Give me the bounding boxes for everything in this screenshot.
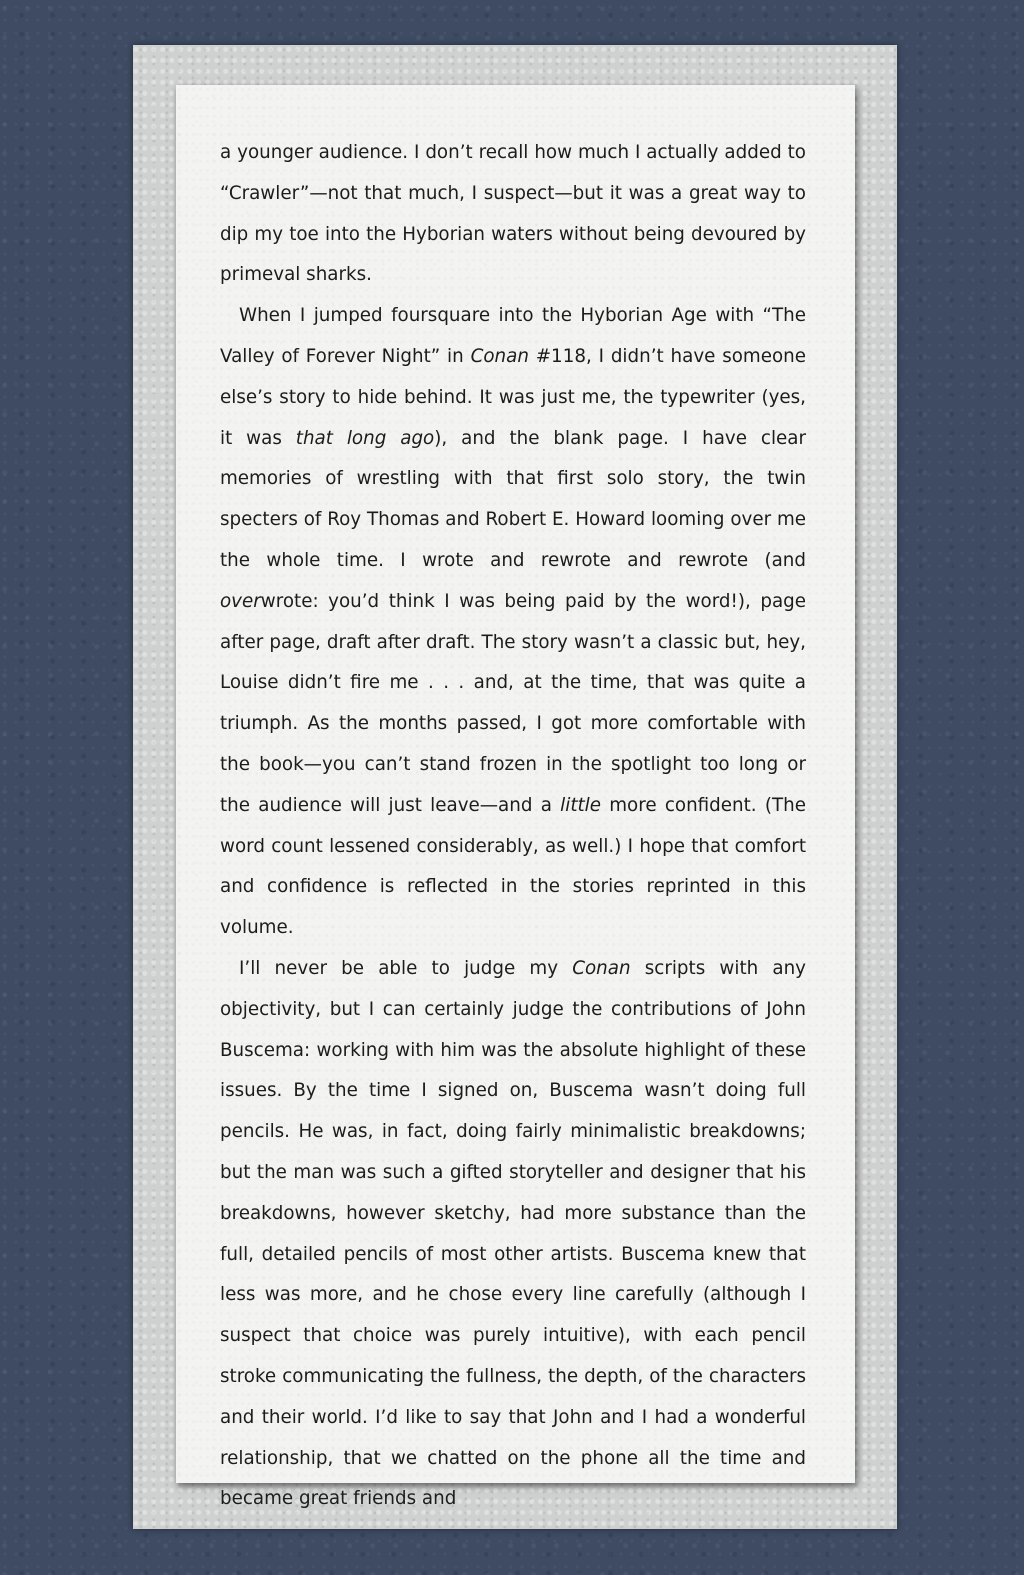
paragraph-2-text-3: ), and the blank page. I have clear memories of wrestling with that first solo story, the twin specters of Roy Thomas and Robert E. Howard looming over me the whole time. I wrote and rewrote and rewrote (and xyxy=(220,427,806,571)
paragraph-3-text-1: I’ll never be able to judge my xyxy=(239,957,573,979)
paragraph-1-text: a younger audience. I don’t recall how much I actually added to “Crawler”—not that much, I suspect—but it was a great way to dip my toe into the Hyborian waters without being devoured by primeval sharks. xyxy=(220,142,806,286)
paragraph-2-text-1: When I jumped foursquare into the Hyborian Age with “The Valley of Forever Night” in xyxy=(220,305,806,367)
paragraph-1 xyxy=(220,133,806,296)
paragraph-2-text-2: #118, I didn’t have someone else’s story to hide behind. It was just me, the typewriter (yes, it was xyxy=(220,345,806,449)
paragraph-2 xyxy=(220,296,806,949)
paragraph-2-italic-2: that long ago xyxy=(295,427,435,449)
paragraph-2-italic-1: Conan xyxy=(470,345,529,367)
paragraph-2-italic-3: over xyxy=(220,590,261,612)
paragraph-2-text-5: more confident. (The word count lessened considerably, as well.) I hope that comfort and confidence is reflected in the stories reprinted in this volume. xyxy=(220,794,806,939)
paragraph-3-text-2: scripts with any objectivity, but I can certainly judge the contributions of John Buscema: working with him was the absolute highlight of these issues. By the time I signed on, Buscema wasn’t doing full pencils. He was, in fact, doing fairly minimalistic breakdowns; but the man was such a gifted storyteller and designer that his breakdowns, however sketchy, had more substance than the full, detailed pencils of most other artists. Buscema knew that less was more, and he chose every line carefully (although I suspect that choice was purely intuitive), with each pencil stroke communicating the fullness, the depth, of the characters and their world. I’d like to say that John and I had a wonderful relationship, that we chatted on the phone all the time and became great friends and xyxy=(220,957,807,1510)
paragraph-2-italic-4: little xyxy=(560,794,601,816)
article-body xyxy=(220,133,806,1520)
paragraph-3 xyxy=(220,949,806,1520)
paragraph-3-italic-1: Conan xyxy=(572,957,631,979)
paragraph-2-text-4: wrote: you’d think I was being paid by the word!), page after page, draft after draft. The story wasn’t a classic but, hey, Louise didn’t fire me . . . and, at the time, that was quite a triumph. As the months passed, I got more comfortable with the book—you can’t stand frozen in the spotlight too long or the audience will just leave—and a xyxy=(220,590,806,816)
